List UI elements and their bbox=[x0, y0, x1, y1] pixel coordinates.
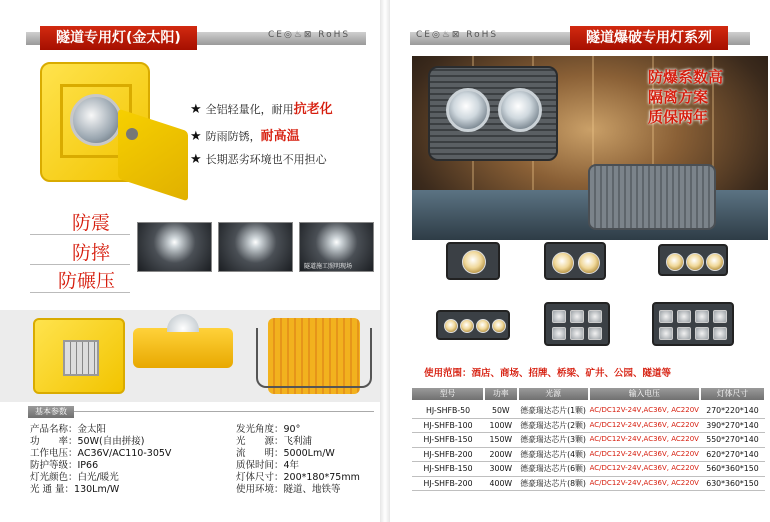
product-200w bbox=[436, 310, 510, 340]
spec-light-source: 光 源：飞利浦 bbox=[236, 436, 313, 447]
lamp-bracket bbox=[118, 109, 188, 202]
big-word-crushproof: 防碾压 bbox=[58, 270, 116, 292]
spec-table-header bbox=[412, 388, 765, 400]
feature-2-highlight: 耐高温 bbox=[260, 129, 300, 144]
bracket-knob bbox=[126, 128, 138, 140]
cell-size: 390*270*140 bbox=[700, 418, 765, 433]
product-100w bbox=[544, 242, 606, 280]
led-array bbox=[63, 340, 99, 376]
right-header bbox=[390, 26, 770, 50]
cob-lens bbox=[706, 253, 724, 271]
cell-source: 德豪瑞达芯片(3颗) bbox=[518, 433, 589, 448]
cob-lens bbox=[444, 319, 458, 333]
cell-source: 德豪瑞达芯片(8颗) bbox=[518, 476, 589, 491]
left-page bbox=[0, 0, 380, 522]
spec-ip-rating: 防护等级：IP66 bbox=[30, 460, 99, 471]
tunnel-photo-1 bbox=[137, 222, 212, 272]
led-module bbox=[695, 310, 709, 323]
cell-power: 100W bbox=[484, 418, 518, 433]
cob-lens bbox=[578, 252, 600, 274]
tunnel-photo-caption: 隧道施工照明现场 bbox=[304, 263, 353, 270]
product-400w bbox=[652, 302, 734, 346]
spec-divider bbox=[74, 411, 374, 412]
led-module bbox=[659, 310, 673, 323]
table-row bbox=[412, 447, 765, 462]
cell-power: 200W bbox=[484, 447, 518, 462]
led-module bbox=[677, 310, 691, 323]
led-module bbox=[552, 310, 566, 323]
left-header-title: 隧道专用灯(金太阳) bbox=[40, 26, 197, 50]
col-size: 灯体尺寸 bbox=[700, 388, 765, 400]
cell-source: 德豪瑞达芯片(4颗) bbox=[518, 447, 589, 462]
right-page bbox=[390, 0, 770, 522]
cell-source: 德豪瑞达芯片(2颗) bbox=[518, 418, 589, 433]
cell-size: 560*360*150 bbox=[700, 462, 765, 477]
spec-lumens: 流 明：5000Lm/W bbox=[236, 448, 335, 459]
cob-lens bbox=[492, 319, 506, 333]
big-word-divider bbox=[30, 292, 130, 293]
spec-section-title: 基本参数 bbox=[28, 406, 74, 418]
led-module bbox=[713, 327, 727, 340]
cell-model: HJ-SHFB-150 bbox=[412, 462, 484, 477]
cob-lens bbox=[476, 319, 490, 333]
right-header-title: 隧道爆破专用灯系列 bbox=[570, 26, 728, 50]
cob-lens bbox=[686, 253, 704, 271]
cell-source: 德豪瑞达芯片(1颗) bbox=[518, 404, 589, 418]
feature-1 bbox=[190, 98, 333, 117]
cell-size: 620*270*140 bbox=[700, 447, 765, 462]
slogan-warranty: 质保两年 bbox=[648, 108, 709, 126]
cell-voltage: AC/DC12V-24V,AC36V, AC220V bbox=[589, 418, 700, 433]
cell-voltage: AC/DC12V-24V,AC36V, AC220V bbox=[589, 447, 700, 462]
col-power: 功率 bbox=[484, 388, 518, 400]
table-row bbox=[412, 476, 765, 491]
cell-size: 550*270*140 bbox=[700, 433, 765, 448]
spec-voltage: 工作电压：AC36V/AC110-305V bbox=[30, 448, 172, 459]
cob-lens-left bbox=[446, 88, 490, 132]
led-module bbox=[713, 310, 727, 323]
slogan-explosion-proof: 防爆系数高 bbox=[648, 68, 724, 86]
lamp-lens bbox=[70, 94, 122, 146]
lamp-frame bbox=[256, 328, 372, 388]
led-module bbox=[677, 327, 691, 340]
cell-model: HJ-SHFB-50 bbox=[412, 404, 484, 418]
cell-voltage: AC/DC12V-24V,AC36V, AC220V bbox=[589, 476, 700, 491]
cell-source: 德豪瑞达芯片(6颗) bbox=[518, 462, 589, 477]
led-module bbox=[588, 327, 602, 340]
ce-mark-icon: CE◎♨⊠ RoHS bbox=[268, 30, 351, 40]
star-icon: ★ bbox=[190, 152, 202, 167]
led-module bbox=[570, 310, 584, 323]
left-header bbox=[0, 26, 380, 50]
big-word-divider bbox=[30, 264, 130, 265]
led-module bbox=[588, 310, 602, 323]
big-word-shockproof: 防震 bbox=[72, 212, 111, 234]
big-word-divider bbox=[30, 234, 130, 235]
table-row bbox=[412, 433, 765, 448]
tunnel-photo-2 bbox=[218, 222, 293, 272]
cell-size: 630*360*150 bbox=[700, 476, 765, 491]
col-voltage: 输入电压 bbox=[589, 388, 700, 400]
table-row bbox=[412, 404, 765, 418]
spec-environment: 使用环境：隧道、地铁等 bbox=[236, 484, 341, 495]
spec-warranty: 质保时间：4年 bbox=[236, 460, 300, 471]
product-300w bbox=[544, 302, 610, 346]
feature-3-text: 长期恶劣环境也不用担心 bbox=[205, 153, 327, 166]
led-module bbox=[659, 327, 673, 340]
feature-1-text: 全铝轻量化，耐用 bbox=[205, 103, 294, 116]
cob-lens bbox=[552, 252, 574, 274]
cell-power: 400W bbox=[484, 476, 518, 491]
cob-lens-right bbox=[498, 88, 542, 132]
tunnel-photo-3 bbox=[299, 222, 374, 272]
spec-luminous-flux: 光 通 量：130Lm/W bbox=[30, 484, 120, 495]
cell-model: HJ-SHFB-200 bbox=[412, 447, 484, 462]
feature-2 bbox=[190, 125, 300, 144]
cell-power: 300W bbox=[484, 462, 518, 477]
product-front-view bbox=[33, 318, 125, 394]
cell-voltage: AC/DC12V-24V,AC36V, AC220V bbox=[589, 404, 700, 418]
product-back-view bbox=[268, 318, 360, 394]
spec-light-color: 灯光颜色：白光/暖光 bbox=[30, 472, 119, 483]
cob-lens bbox=[462, 250, 486, 274]
spec-product-name: 产品名称：金太阳 bbox=[30, 424, 107, 435]
product-side-view bbox=[133, 328, 233, 368]
floodlight-rear-view bbox=[588, 164, 716, 230]
cell-model: HJ-SHFB-200 bbox=[412, 476, 484, 491]
table-row bbox=[412, 418, 765, 433]
spec-table bbox=[412, 388, 766, 491]
col-model: 型号 bbox=[412, 388, 484, 400]
usage-scope: 使用范围：酒店、商场、招牌、桥梁、矿井、公园、隧道等 bbox=[424, 368, 672, 379]
spec-beam-angle: 发光角度：90° bbox=[236, 424, 301, 435]
cell-power: 50W bbox=[484, 404, 518, 418]
cell-model: HJ-SHFB-100 bbox=[412, 418, 484, 433]
cell-voltage: AC/DC12V-24V,AC36V, AC220V bbox=[589, 462, 700, 477]
cell-power: 150W bbox=[484, 433, 518, 448]
led-module bbox=[695, 327, 709, 340]
feature-2-text: 防雨防锈， bbox=[205, 130, 261, 143]
star-icon: ★ bbox=[190, 102, 202, 117]
cell-model: HJ-SHFB-150 bbox=[412, 433, 484, 448]
cob-lens bbox=[666, 253, 684, 271]
cell-voltage: AC/DC12V-24V,AC36V, AC220V bbox=[589, 433, 700, 448]
slogan-isolation: 隔离方案 bbox=[648, 88, 709, 106]
col-source: 光源 bbox=[518, 388, 589, 400]
spec-size: 灯体尺寸：200*180*75mm bbox=[236, 472, 360, 483]
big-word-dropproof: 防摔 bbox=[72, 242, 111, 264]
led-module bbox=[552, 327, 566, 340]
led-module bbox=[570, 327, 584, 340]
ce-mark-icon: CE◎♨⊠ RoHS bbox=[416, 30, 499, 40]
table-row bbox=[412, 462, 765, 477]
product-50w bbox=[446, 242, 500, 280]
spec-power: 功 率：50W(自由拼接) bbox=[30, 436, 145, 447]
cob-lens bbox=[460, 319, 474, 333]
cell-size: 270*220*140 bbox=[700, 404, 765, 418]
feature-1-highlight: 抗老化 bbox=[293, 102, 333, 117]
feature-3 bbox=[190, 151, 327, 167]
page-spine bbox=[380, 0, 390, 522]
twin-cob-floodlight bbox=[428, 66, 558, 161]
product-150w bbox=[658, 244, 728, 276]
star-icon: ★ bbox=[190, 129, 202, 144]
